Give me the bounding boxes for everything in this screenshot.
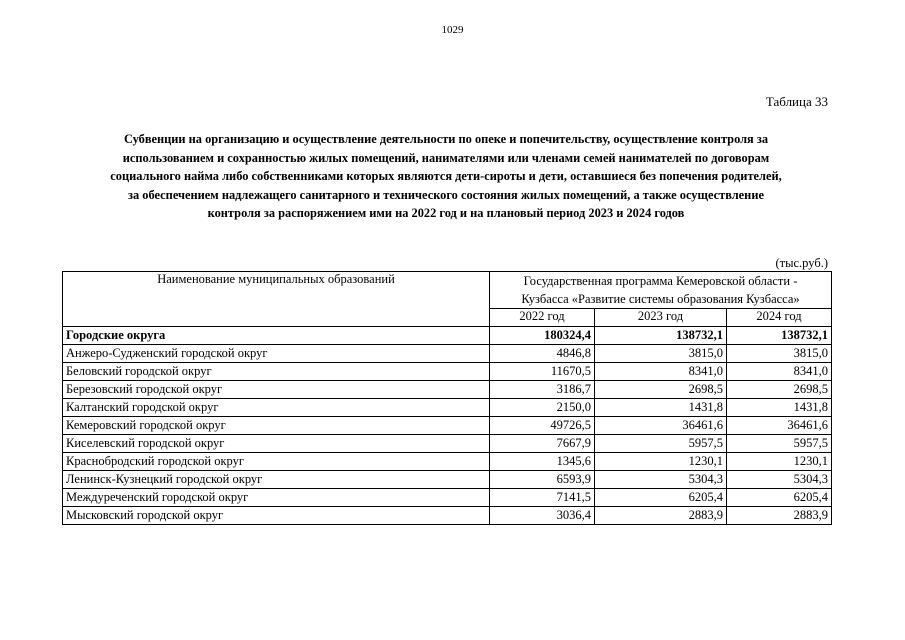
cell-municipality-name: Краснобродский городской округ [63, 453, 490, 471]
title-line: за обеспечением надлежащего санитарного и технического состояния жилых помещений, а также осуществление [128, 187, 764, 202]
cell-value-2024: 6205,4 [727, 489, 832, 507]
table-row [63, 471, 832, 489]
cell-value-2023: 2698,5 [595, 381, 727, 399]
table-row [63, 381, 832, 399]
cell-municipality-name: Березовский городской округ [63, 381, 490, 399]
table-label: Таблица 33 [765, 94, 828, 109]
cell-value-2022: 6593,9 [490, 471, 595, 489]
cell-value-2024: 3815,0 [727, 345, 832, 363]
table-row [63, 417, 832, 435]
cell-value-2024: 1230,1 [727, 453, 832, 471]
cell-municipality-name: Городские округа [63, 327, 490, 345]
cell-municipality-name: Анжеро-Судженский городской округ [63, 345, 490, 363]
cell-value-2023: 6205,4 [595, 489, 727, 507]
cell-value-2023: 5304,3 [595, 471, 727, 489]
cell-value-2022: 2150,0 [490, 399, 595, 417]
table-row [63, 435, 832, 453]
cell-value-2022: 180324,4 [490, 327, 595, 345]
title-line: Субвенции на организацию и осуществление деятельности по опеке и попечительству, осуществление контроля за [123, 132, 769, 146]
cell-value-2022: 49726,5 [490, 417, 595, 435]
title-line: социального найма либо собственниками которых являются дети-сироты и дети, оставшиеся без попечения родителей, [110, 169, 782, 184]
cell-value-2022: 3036,4 [490, 507, 595, 525]
units-label: (тыс.руб.) [775, 256, 828, 270]
table-row [63, 327, 832, 345]
cell-municipality-name: Междуреченский городской округ [63, 489, 490, 507]
title-line: контроля за распоряжением ими на 2022 год и на плановый период 2023 и 2024 годов [207, 206, 685, 221]
table-row [63, 399, 832, 417]
cell-municipality-name: Мысковский городской округ [63, 507, 490, 525]
document-title [62, 130, 830, 223]
cell-value-2023: 1230,1 [595, 453, 727, 471]
cell-value-2022: 3186,7 [490, 381, 595, 399]
cell-value-2024: 8341,0 [727, 363, 832, 381]
table-row [63, 453, 832, 471]
cell-value-2022: 11670,5 [490, 363, 595, 381]
header-year-2023: 2023 год [595, 309, 727, 327]
cell-value-2022: 1345,6 [490, 453, 595, 471]
header-year-2022: 2022 год [490, 309, 595, 327]
cell-value-2024: 5304,3 [727, 471, 832, 489]
header-year-2024: 2024 год [727, 309, 832, 327]
cell-value-2023: 138732,1 [595, 327, 727, 345]
cell-value-2022: 7667,9 [490, 435, 595, 453]
cell-municipality-name: Киселевский городской округ [63, 435, 490, 453]
cell-value-2023: 8341,0 [595, 363, 727, 381]
cell-value-2022: 7141,5 [490, 489, 595, 507]
cell-value-2023: 1431,8 [595, 399, 727, 417]
table-row [63, 507, 832, 525]
cell-value-2024: 138732,1 [727, 327, 832, 345]
page-number: 1029 [441, 24, 464, 36]
cell-value-2023: 3815,0 [595, 345, 727, 363]
subsidy-table [62, 271, 832, 525]
header-program-line: Кузбасса «Развитие системы образования Кузбасса» [521, 292, 800, 306]
header-municipality-name: Наименование муниципальных образований [63, 272, 490, 327]
table-row [63, 363, 832, 381]
table-body [63, 327, 832, 525]
cell-value-2022: 4846,8 [490, 345, 595, 363]
cell-value-2024: 2883,9 [727, 507, 832, 525]
cell-municipality-name: Кемеровский городской округ [63, 417, 490, 435]
header-program-line: Государственная программа Кемеровской области - [523, 274, 798, 288]
cell-value-2023: 5957,5 [595, 435, 727, 453]
cell-municipality-name: Ленинск-Кузнецкий городской округ [63, 471, 490, 489]
cell-municipality-name: Беловский городской округ [63, 363, 490, 381]
cell-value-2024: 36461,6 [727, 417, 832, 435]
cell-value-2023: 2883,9 [595, 507, 727, 525]
title-line: использованием и сохранностью жилых помещений, нанимателями или членами семей нанимателей по договорам [122, 150, 770, 165]
cell-value-2023: 36461,6 [595, 417, 727, 435]
header-program [490, 272, 832, 309]
cell-value-2024: 2698,5 [727, 381, 832, 399]
cell-municipality-name: Калтанский городской округ [63, 399, 490, 417]
cell-value-2024: 5957,5 [727, 435, 832, 453]
table-row [63, 489, 832, 507]
table-row [63, 345, 832, 363]
cell-value-2024: 1431,8 [727, 399, 832, 417]
